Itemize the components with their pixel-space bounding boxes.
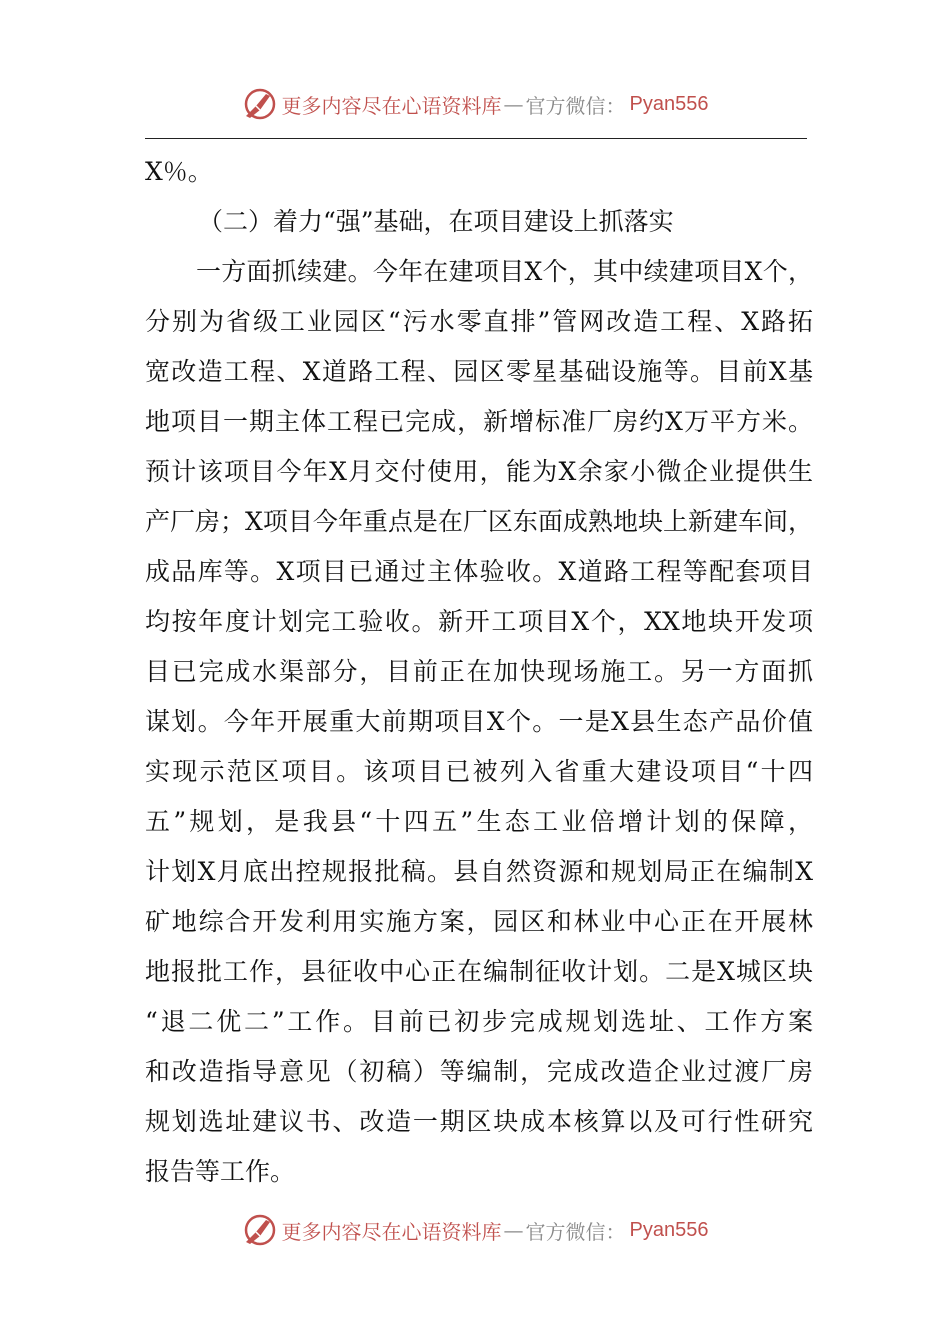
header-divider: [145, 138, 807, 139]
watermark-main-text: 更多内容尽在心语资料库: [281, 1219, 502, 1244]
footer-watermark: [0, 1210, 950, 1250]
watermark-wechat-label: 官方微信：: [525, 1219, 626, 1244]
text-line: 产厂房；X项目今年重点是在厂区东面成熟地块上新建车间，: [145, 507, 813, 536]
text-line: 地报批工作，县征收中心正在编制征收计划。二是X城区块: [145, 957, 813, 986]
text-line: 地项目一期主体工程已完成，新增标准厂房约X万平方米。: [145, 407, 813, 436]
text-line: “退二优二”工作。目前已初步完成规划选址、工作方案: [145, 1007, 813, 1036]
text-line: 宽改造工程、X道路工程、园区零星基础设施等。目前X基: [145, 357, 813, 386]
pen-logo-icon: [242, 1212, 278, 1248]
text-line: 谋划。今年开展重大前期项目X个。一是X县生态产品价值: [145, 707, 813, 736]
watermark-wechat-id: Pyan556: [629, 92, 709, 115]
text-line: 预计该项目今年X月交付使用，能为X余家小微企业提供生: [145, 457, 813, 486]
text-line: 分别为省级工业园区“污水零直排”管网改造工程、X路拓: [145, 307, 813, 336]
text-line: 一方面抓续建。今年在建项目X个，其中续建项目X个，: [196, 257, 813, 286]
text-line: 规划选址建议书、改造一期区块成本核算以及可行性研究: [145, 1107, 813, 1136]
header-watermark: [0, 84, 950, 124]
watermark-dash: —: [503, 92, 524, 116]
watermark-dash: —: [503, 1218, 524, 1242]
text-line: 目已完成水渠部分，目前正在加快现场施工。另一方面抓: [145, 657, 813, 686]
section-heading: （二）着力“强”基础，在项目建设上抓落实: [198, 207, 674, 236]
text-line: 矿地综合开发利用实施方案，园区和林业中心正在开展林: [145, 907, 813, 936]
text-line: 报告等工作。: [145, 1157, 296, 1186]
pen-logo-icon: [242, 86, 278, 122]
text-line: X％。: [145, 157, 213, 186]
text-line: 实现示范区项目。该项目已被列入省重大建设项目“十四: [145, 757, 813, 786]
watermark-wechat-label: 官方微信：: [525, 93, 626, 118]
watermark-main-text: 更多内容尽在心语资料库: [281, 93, 502, 118]
text-line: 五”规划，是我县“十四五”生态工业倍增计划的保障，: [145, 807, 813, 836]
text-line: 计划X月底出控规报批稿。县自然资源和规划局正在编制X: [145, 857, 813, 886]
watermark-wechat-id: Pyan556: [629, 1218, 709, 1241]
text-line: 成品库等。X项目已通过主体验收。X道路工程等配套项目: [145, 557, 813, 586]
text-line: 和改造指导意见（初稿）等编制，完成改造企业过渡厂房: [145, 1057, 813, 1086]
text-line: 均按年度计划完工验收。新开工项目X个，XX地块开发项: [145, 607, 813, 636]
